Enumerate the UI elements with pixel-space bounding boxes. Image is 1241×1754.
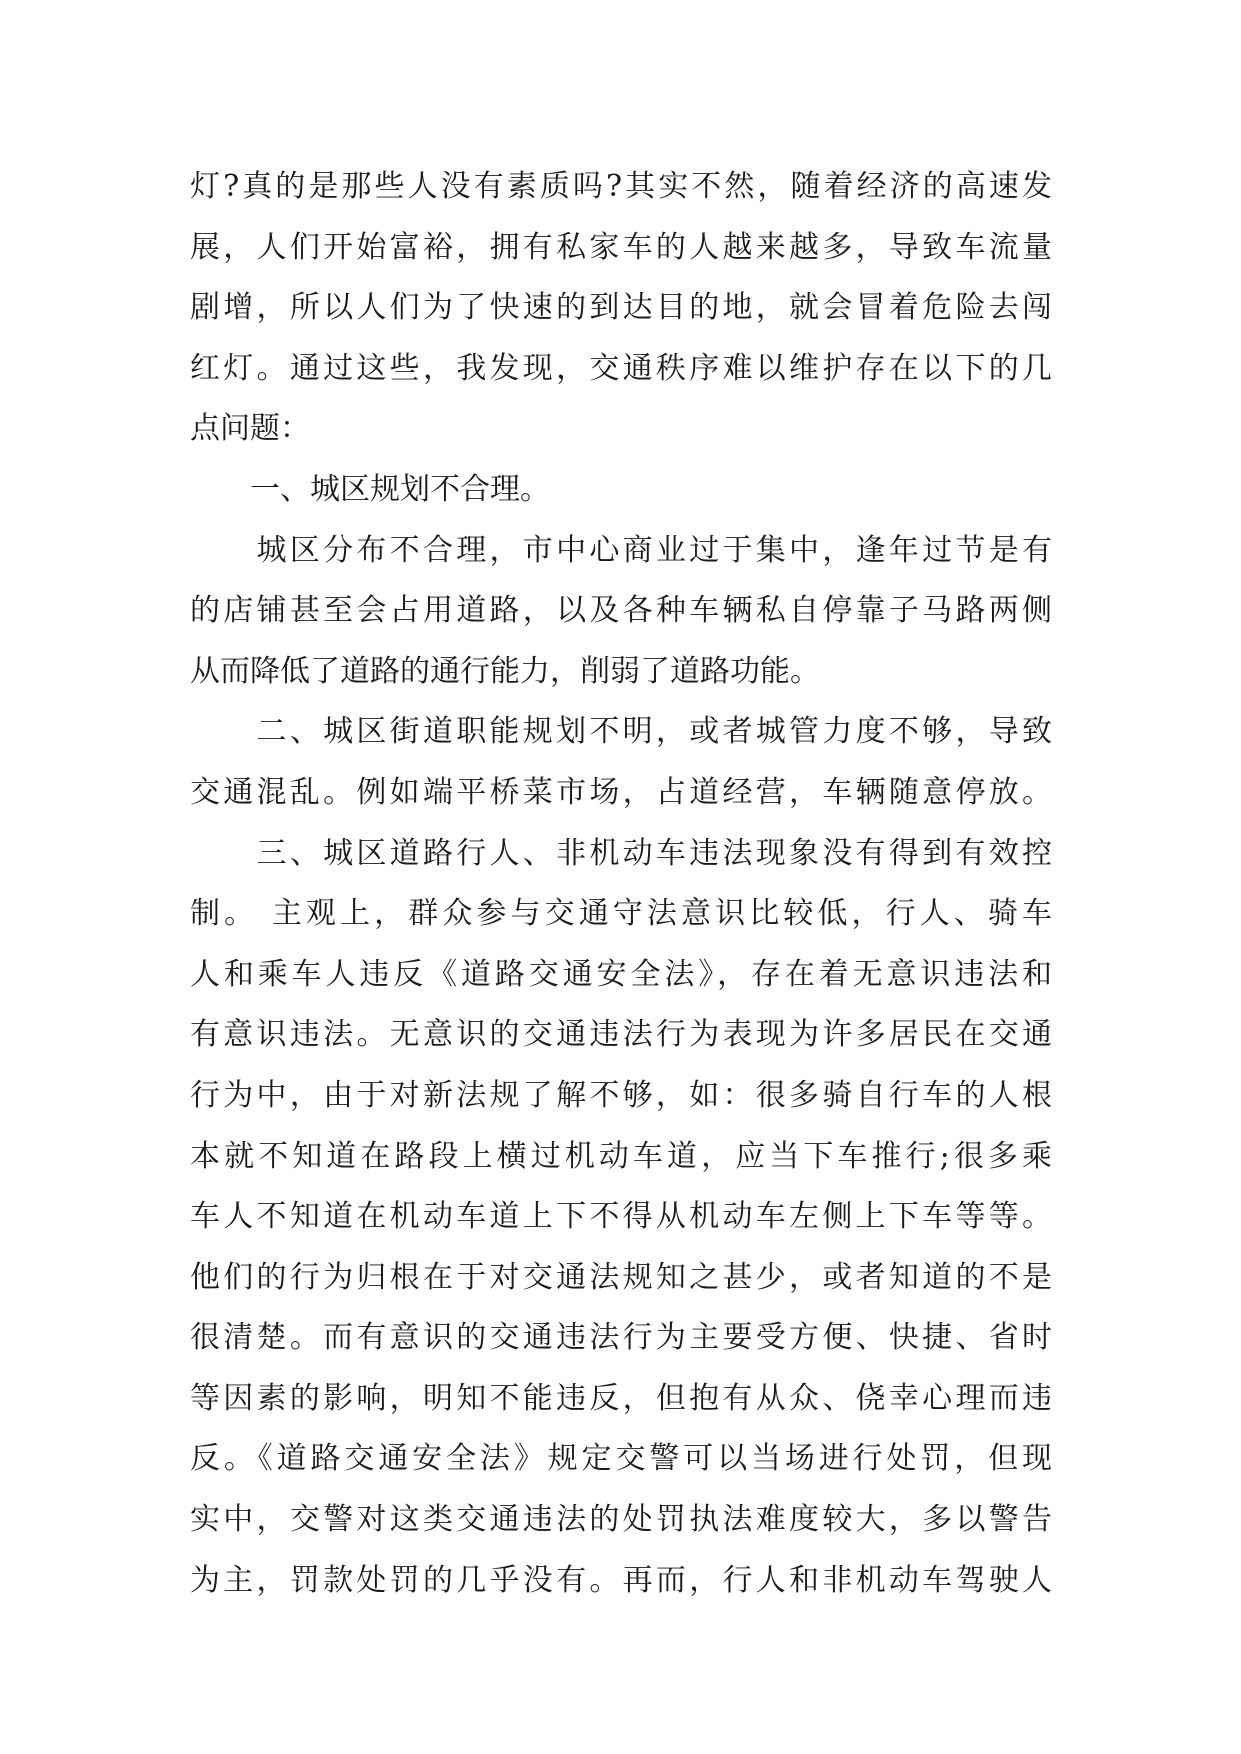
text-line: 实中，交警对这类交通违法的处罚执法难度较大，多以警告 [190, 1502, 1052, 1538]
text-line: 红灯。通过这些，我发现，交通秩序难以维护存在以下的几 [190, 350, 1052, 386]
text-line: 人和乘车人违反《道路交通安全法》，存在着无意识违法和 [190, 956, 1052, 992]
text-line: 为主，罚款处罚的几乎没有。再而，行人和非机动车驾驶人 [190, 1562, 1052, 1598]
text-line: 城区分布不合理，市中心商业过于集中，逢年过节是有 [190, 532, 1052, 568]
section-heading: 一、城区规划不合理。 [190, 471, 550, 507]
text-line: 展，人们开始富裕，拥有私家车的人越来越多，导致车流量 [190, 229, 1052, 265]
text-line: 灯?真的是那些人没有素质吗?其实不然，随着经济的高速发 [190, 169, 1052, 204]
text-line: 的店铺甚至会占用道路，以及各种车辆私自停靠子马路两侧 [190, 593, 1052, 629]
text-line: 剧增，所以人们为了快速的到达目的地，就会冒着危险去闯 [190, 290, 1052, 326]
text-line: 交通混乱。例如端平桥菜市场，占道经营，车辆随意停放。 [190, 774, 1052, 810]
text-line: 本就不知道在路段上横过机动车道，应当下车推行;很多乘 [190, 1138, 1052, 1174]
text-line: 他们的行为归根在于对交通法规知之甚少，或者知道的不是 [190, 1259, 1052, 1295]
text-line: 从而降低了道路的通行能力，削弱了道路功能。 [190, 653, 820, 689]
text-line: 有意识违法。无意识的交通违法行为表现为许多居民在交通 [190, 1017, 1052, 1053]
document-body [190, 157, 1052, 1611]
text-line: 很清楚。而有意识的交通违法行为主要受方便、快捷、省时 [190, 1320, 1052, 1356]
text-line: 二、城区街道职能规划不明，或者城管力度不够，导致 [190, 714, 1052, 750]
text-line: 反。《道路交通安全法》规定交警可以当场进行处罚，但现 [190, 1441, 1052, 1477]
text-line: 行为中，由于对新法规了解不够，如：很多骑自行车的人根 [190, 1077, 1052, 1113]
text-line: 等因素的影响，明知不能违反，但抱有从众、侥幸心理而违 [190, 1380, 1052, 1416]
text-line: 点问题： [190, 411, 310, 447]
text-line: 三、城区道路行人、非机动车违法现象没有得到有效控 [190, 835, 1052, 871]
text-line: 制。 主观上，群众参与交通守法意识比较低，行人、骑车 [190, 896, 1052, 932]
text-line: 车人不知道在机动车道上下不得从机动车左侧上下车等等。 [190, 1199, 1052, 1235]
